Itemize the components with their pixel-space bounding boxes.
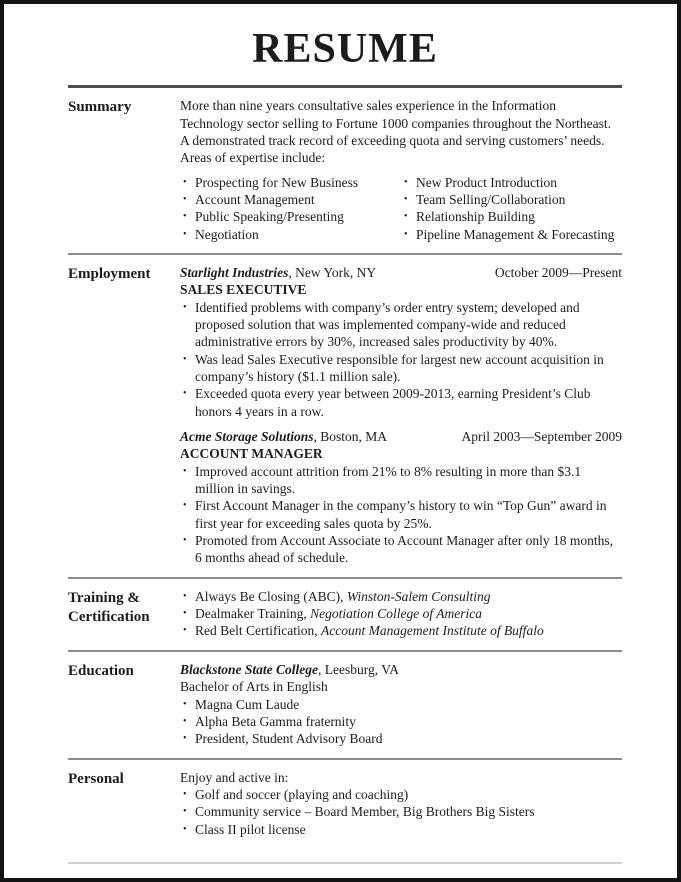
education-bullet: • Magna Cum Laude xyxy=(195,696,300,712)
list-item xyxy=(180,385,622,420)
job-company-line xyxy=(180,264,376,281)
summary-body xyxy=(180,97,622,243)
company-location: , New York, NY xyxy=(288,264,377,280)
list-item xyxy=(180,730,622,747)
job-bullet: • Improved account attrition from 21% to 8% resulting in more than $3.1 million in savings. xyxy=(195,463,582,497)
job-title: ACCOUNT MANAGER xyxy=(180,446,323,462)
personal-bullet: • Golf and soccer (playing and coaching) xyxy=(195,786,409,802)
job-dates: October 2009—Present xyxy=(494,264,622,280)
job-bullet: • Was lead Sales Executive responsible for largest new account acquisition in company’s history ($1.1 million sale). xyxy=(195,351,604,384)
expertise-item: • Negotiation xyxy=(195,226,259,242)
job-bullet: • Exceeded quota every year between 2009-2013, earning President’s Club honors 4 years in a row. xyxy=(195,386,591,419)
training-name: Red Belt Certification, xyxy=(195,623,321,639)
expertise-column-1 xyxy=(180,174,401,243)
list-item xyxy=(180,713,622,730)
list-item xyxy=(180,588,622,605)
personal-bullet: • Class II pilot license xyxy=(195,821,306,837)
job-company-line xyxy=(180,428,387,445)
bottom-divider xyxy=(68,862,622,864)
training-org: Account Management Institute of Buffalo xyxy=(320,623,544,639)
education-body xyxy=(180,661,622,748)
list-item xyxy=(180,208,401,225)
list-item xyxy=(401,226,622,243)
list-item xyxy=(180,226,401,243)
list-item xyxy=(180,605,622,622)
resume-document xyxy=(4,26,677,864)
list-item xyxy=(401,191,622,208)
training-org: Negotiation College of America xyxy=(310,606,482,622)
training-name: Dealmaker Training, xyxy=(195,606,311,622)
job-bullet: • First Account Manager in the company’s history to win “Top Gun” award in first year for exceeding sales quota by 25%. xyxy=(195,498,607,531)
page-title: RESUME xyxy=(252,26,438,72)
list-item xyxy=(180,803,622,820)
list-item xyxy=(180,497,622,532)
school-name: Blackstone State College xyxy=(180,661,318,677)
school-line xyxy=(180,661,622,678)
expertise-item: • Relationship Building xyxy=(416,209,535,225)
summary-paragraph: More than nine years consultative sales experience in the Information Technology sector selling to Fortune 1000 companies throughout the Northeast. A demonstrated track record of exceeding quota and serving customers’ needs. Areas of expertise include: xyxy=(180,98,611,166)
expertise-item: • Prospecting for New Business xyxy=(195,174,359,190)
section-summary xyxy=(68,88,622,253)
training-org: Winston-Salem Consulting xyxy=(346,588,491,604)
training-name: Always Be Closing (ABC), xyxy=(195,588,347,604)
list-item xyxy=(180,351,622,386)
section-personal xyxy=(68,760,622,848)
list-item xyxy=(401,174,622,191)
employment-body xyxy=(180,264,622,567)
list-item xyxy=(401,208,622,225)
section-label-summary: Summary xyxy=(68,99,132,116)
list-item xyxy=(180,786,622,803)
job-entry xyxy=(180,428,622,567)
training-body xyxy=(180,588,622,640)
list-item xyxy=(180,299,622,351)
expertise-item: • Team Selling/Collaboration xyxy=(416,191,566,207)
expertise-item: • Public Speaking/Presenting xyxy=(195,209,344,225)
list-item xyxy=(180,696,622,713)
job-header xyxy=(180,264,622,281)
expertise-item: • New Product Introduction xyxy=(416,174,557,190)
list-item xyxy=(180,622,622,639)
list-item xyxy=(180,174,401,191)
expertise-item: • Account Management xyxy=(195,191,315,207)
training-item xyxy=(195,605,482,622)
job-header xyxy=(180,428,622,445)
education-bullet: • President, Student Advisory Board xyxy=(195,731,383,747)
school-location: , Leesburg, VA xyxy=(318,661,399,677)
section-label-education: Education xyxy=(68,662,134,679)
degree-line: Bachelor of Arts in English xyxy=(180,679,328,695)
personal-body xyxy=(180,769,622,838)
list-item xyxy=(180,821,622,838)
personal-intro: Enjoy and active in: xyxy=(180,769,289,785)
job-bullet: • Identified problems with company’s order entry system; developed and proposed solution that was implemented company-wide and reduced administrative errors by 30%, increased sales productivity by 40%. xyxy=(195,299,580,350)
expertise-columns xyxy=(180,174,622,243)
company-name: Starlight Industries xyxy=(180,264,289,280)
section-employment xyxy=(68,255,622,577)
personal-bullet: • Community service – Board Member, Big Brothers Big Sisters xyxy=(195,804,535,820)
list-item xyxy=(180,191,401,208)
section-label-employment: Employment xyxy=(68,265,151,282)
expertise-item: • Pipeline Management & Forecasting xyxy=(416,226,615,242)
list-item xyxy=(180,532,622,567)
section-training xyxy=(68,579,622,650)
list-item xyxy=(180,463,622,498)
section-label-training: Training & Certification xyxy=(68,589,150,625)
section-label-personal: Personal xyxy=(68,770,124,787)
job-dates: April 2003—September 2009 xyxy=(461,429,622,445)
job-title: SALES EXECUTIVE xyxy=(180,282,307,298)
training-item xyxy=(195,588,491,605)
job-bullet: • Promoted from Account Associate to Account Manager after only 18 months, 6 months ahead of schedule. xyxy=(195,533,614,566)
expertise-column-2 xyxy=(401,174,622,243)
section-education xyxy=(68,652,622,758)
job-entry xyxy=(180,264,622,420)
company-name: Acme Storage Solutions xyxy=(180,429,314,445)
education-bullet: • Alpha Beta Gamma fraternity xyxy=(195,713,356,729)
company-location: , Boston, MA xyxy=(313,429,388,445)
training-item xyxy=(195,622,544,639)
